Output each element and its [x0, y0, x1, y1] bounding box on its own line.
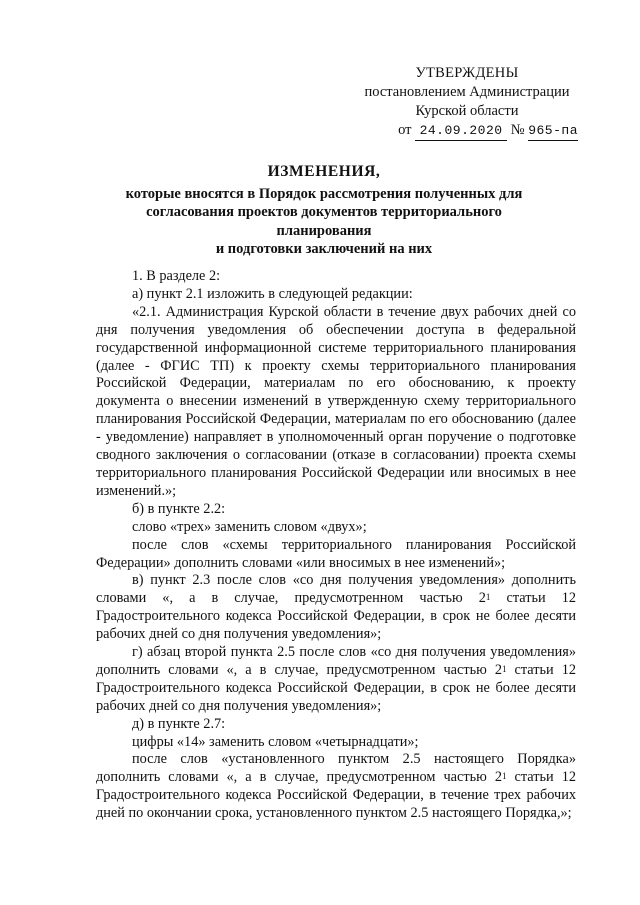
heading-line-1: которые вносятся в Порядок рассмотрения полученных для — [125, 185, 523, 202]
paragraph-item-g — [96, 644, 576, 716]
item-g-text-1: г) абзац второй пункта 2.5 после слов «со дня получения уведомления» дополнить словами «, а в случае, предусмотренном частью 2 — [96, 644, 576, 678]
approval-number: 965-па — [528, 121, 578, 141]
date-prefix: от — [398, 122, 412, 138]
paragraph-new-2-1: «2.1. Администрация Курской области в течение двух рабочих дней со дня получения уведомления об обеспечении доступа в федеральной государственной информационной системе территориального планирования (далее - ФГИС ТП) к проекту схемы территориального планирования Российской Федерации, материалам по его обоснованию, к проекту документа о внесении изменений в утвержденную схему территориального планирования Российской Федерации, материалам по его обоснованию (далее - уведомление) направляет в уполномоченный орган поручение о подготовке сводного заключения о согласовании (отказе в согласовании) проекта схемы территориального планирования Российской Федерации или вносимых в нее изменений.»; — [96, 303, 576, 499]
superscript-1: 1 — [501, 663, 507, 674]
heading-line-3: и подготовки заключений на них — [215, 241, 433, 257]
item-v-text-2: статьи 12 Градостроительного кодекса Российской Федерации, в срок не более десяти рабочих дней со дня получения уведомления»; — [96, 590, 577, 643]
paragraph-supplement-words: после слов «схемы территориального планирования Российской Федерации» дополнить словами «или вносимых в нее изменений»; — [96, 536, 576, 571]
heading-title: ИЗМЕНЕНИЯ, — [267, 163, 381, 180]
paragraph-item-v — [96, 572, 576, 644]
paragraph-replace-word: слово «трех» заменить словом «двух»; — [132, 518, 367, 535]
paragraph-section-2: 1. В разделе 2: — [132, 268, 221, 284]
number-prefix: № — [510, 122, 525, 138]
approval-date-line — [352, 121, 582, 141]
item-g-text-2: статьи 12 Градостроительного кодекса Российской Федерации, в срок не более десяти рабочих дней со дня получения уведомления»; — [96, 661, 577, 714]
paragraph-after-words — [96, 751, 576, 823]
after-words-text-2: статьи 12 Градостроительного кодекса Российской Федерации, в течение трех рабочих дней по окончании срока, установленного пунктом 2.5 настоящего Порядка,»; — [96, 769, 577, 822]
superscript-1: 1 — [501, 771, 507, 782]
item-v-text-1: в) пункт 2.3 после слов «со дня получения уведомления» дополнить словами «, а в случае, предусмотренном частью 2 — [96, 572, 576, 607]
document-body — [96, 268, 576, 823]
approval-date: 24.09.2020 — [415, 121, 507, 141]
approval-title: УТВЕРЖДЕНЫ — [415, 65, 519, 81]
approval-line-1: постановлением Администрации — [364, 84, 570, 100]
paragraph-item-d: д) в пункте 2.7: — [132, 715, 226, 732]
superscript-1: 1 — [485, 592, 491, 603]
approval-line-2: Курской области — [415, 103, 519, 119]
paragraph-item-a: а) пункт 2.1 изложить в следующей редакции: — [132, 285, 413, 302]
heading-line-2: согласования проектов документов территориального планирования — [146, 204, 502, 239]
after-words-text-1: после слов «установленного пунктом 2.5 настоящего Порядка» дополнить словами «, а в случае, предусмотренном частью 2 — [96, 751, 576, 786]
document-heading — [100, 163, 548, 259]
paragraph-replace-digits: цифры «14» заменить словом «четырнадцати»; — [132, 733, 419, 750]
paragraph-item-b: б) в пункте 2.2: — [132, 500, 226, 517]
approval-stamp — [352, 64, 582, 141]
